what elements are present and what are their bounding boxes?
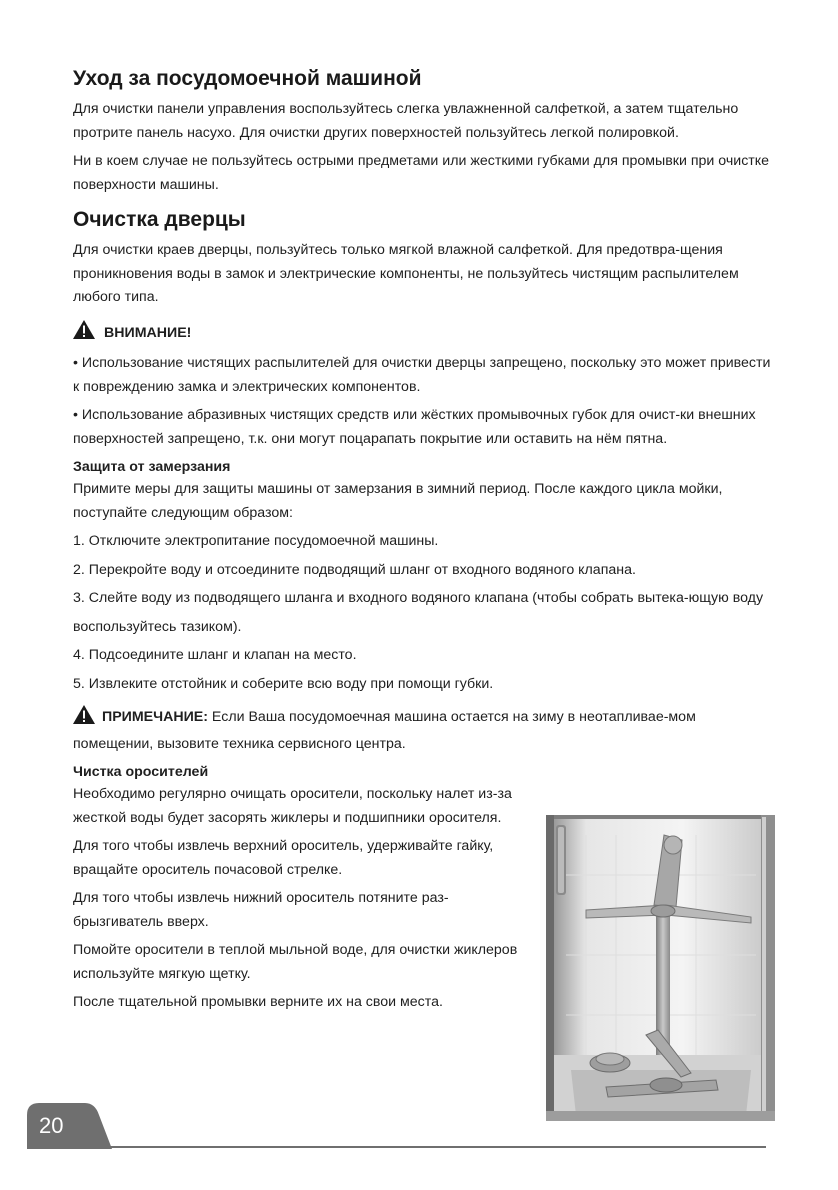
note-triangle-icon xyxy=(73,705,95,733)
heading-dishwasher-care: Уход за посудомоечной машиной xyxy=(73,67,422,90)
paragraph-frost-intro: Примите меры для защиты машины от замерзания в зимний период. После каждого цикла мойки, поступайте следующим образом: xyxy=(73,481,723,521)
heading-sprayer-cleaning: Чистка оросителей xyxy=(73,764,209,780)
paragraph-sprayer-5: После тщательной промывки верните их на свои места. xyxy=(73,994,443,1010)
page-number: 20 xyxy=(39,1113,64,1138)
step-3: 3. Слейте воду из подводящего шланга и входного водяного клапана (чтобы собрать вытека-ющую воду xyxy=(73,590,764,606)
paragraph-no-sharp-objects: Ни в коем случае не пользуйтесь острыми предметами или жесткими губками для промывки при очистке поверхности машины. xyxy=(73,153,770,193)
step-1: 1. Отключите электропитание посудомоечной машины. xyxy=(73,533,439,549)
step-2: 2. Перекройте воду и отсоедините подводящий шланг от входного водяного клапана. xyxy=(73,561,636,578)
warning-bullet-abrasives: • Использование абразивных чистящих средств или жёстких промывочных губок для очист-ки внешних поверхностей запрещено, т.к. они могут поцарапать покрытие или оставить на нём пятна. xyxy=(73,407,756,447)
warning-heading xyxy=(73,320,773,348)
paragraph-sprayer-4: Помойте оросители в теплой мыльной воде, для очистки жиклеров используйте мягкую щетку. xyxy=(73,942,518,982)
step-5: 5. Извлеките отстойник и соберите всю воду при помощи губки. xyxy=(73,675,494,692)
paragraph-control-panel: Для очистки панели управления воспользуйтесь слегка увлажненной салфеткой, а затем тщательно протрите панель насухо. Для очистки других поверхностей пользуйтесь легкой полировкой. xyxy=(73,101,739,141)
paragraph-sprayer-2: Для того чтобы извлечь верхний ороситель, удерживайте гайку, вращайте ороситель почасовой стрелке. xyxy=(73,838,494,878)
paragraph-sprayer-1: Необходимо регулярно очищать оросители, поскольку налет из-за жесткой воды будет засорять жиклеры и подшипники оросителя. xyxy=(73,786,512,826)
heading-frost-protection: Защита от замерзания xyxy=(73,459,231,475)
step-4: 4. Подсоедините шланг и клапан на место. xyxy=(73,647,357,663)
heading-door-cleaning: Очистка дверцы xyxy=(73,208,246,231)
sprayers-section xyxy=(73,761,533,1015)
warning-triangle-icon xyxy=(73,320,95,348)
dishwasher-interior-photo xyxy=(546,815,775,1121)
step-3-continued: воспользуйтесь тазиком). xyxy=(73,618,242,635)
footer-rule xyxy=(100,1146,766,1148)
paragraph-door-edges: Для очистки краев дверцы, пользуйтесь только мягкой влажной салфеткой. Для предотвра-щения проникновения воды в замок и электрические компоненты, не пользуйтесь чистящим распылителем любого типа. xyxy=(73,242,739,305)
paragraph-sprayer-3: Для того чтобы извлечь нижний ороситель потяните раз-брызгиватель вверх. xyxy=(73,890,449,930)
note-text: Если Ваша посудомоечная машина остается на зиму в неотапливае-мом помещении, вызовите техника сервисного центра. xyxy=(73,709,696,752)
note-label: ПРИМЕЧАНИЕ: xyxy=(102,709,208,725)
note-paragraph xyxy=(73,705,773,756)
warning-bullet-sprays: • Использование чистящих распылителей для очистки дверцы запрещено, поскольку это может привести к повреждению замка и электрических компонентов. xyxy=(73,355,771,395)
warning-title: ВНИМАНИЕ! xyxy=(104,324,192,341)
